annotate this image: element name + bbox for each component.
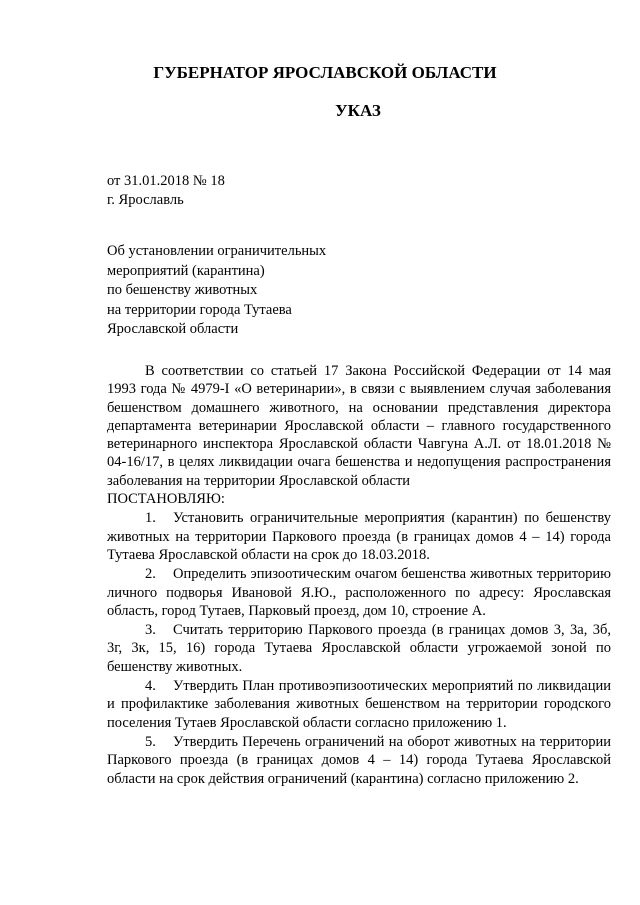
document-body — [107, 362, 611, 788]
decree-item — [107, 564, 611, 620]
item-text: Утвердить Перечень ограничений на оборот животных на территории Паркового проезда (в границах домов 4 – 14) города Тутаева Ярославской области на срок действия ограничений (карантина) согласно приложению 2. — [107, 733, 611, 787]
decree-item — [107, 676, 611, 732]
item-number: 1. — [145, 510, 156, 527]
document-type-heading: УКАЗ — [335, 101, 381, 120]
decree-item — [107, 620, 611, 676]
document-meta — [107, 172, 225, 210]
resolve-heading: ПОСТАНОВЛЯЮ: — [107, 491, 225, 508]
decree-item — [107, 732, 611, 788]
item-text: Определить эпизоотическим очагом бешенства животных территорию личного подворья Ивановой Я.Ю., расположенного по адресу: Ярославская область, город Тутаев, Парковый проезд, дом 10, строение А. — [107, 566, 611, 619]
document-place: г. Ярославль — [107, 192, 184, 208]
decree-item — [107, 508, 611, 564]
item-number: 3. — [145, 622, 156, 639]
subject-line: на территории города Тутаева — [107, 301, 292, 318]
document-date-number: от 31.01.2018 № 18 — [107, 173, 225, 189]
preamble-paragraph: В соответствии со статьей 17 Закона Российской Федерации от 14 мая 1993 года № 4979-I «О ветеринарии», в связи с выявлением случая заболевания бешенством домашнего животного, на основании представления директора департамента ветеринарии Ярославской области – главного государственного ветеринарного инспектора Ярославской области Чавгуна А.Л. от 18.01.2018 № 04-16/17, в целях ликвидации очага бешенства и недопущения распространения заболевания на территории Ярославской области — [107, 363, 611, 489]
subject-line: мероприятий (карантина) — [107, 262, 265, 279]
item-text: Считать территорию Паркового проезда (в границах домов 3, 3а, 3б, 3г, 3к, 15, 16) города Тутаева Ярославской области угрожаемой зоной по бешенству животных. — [107, 622, 611, 675]
subject-line: Об установлении ограничительных — [107, 243, 327, 259]
subject-line: по бешенству животных — [107, 282, 258, 298]
item-number: 2. — [145, 566, 156, 583]
item-text: Утвердить План противоэпизоотических мероприятий по ликвидации и профилактике заболевания животных бешенством на территории городского поселения Тутаев Ярославской области согласно приложению 1. — [107, 678, 611, 731]
document-header-title: ГУБЕРНАТОР ЯРОСЛАВСКОЙ ОБЛАСТИ — [153, 63, 497, 82]
subject-line: Ярославской области — [107, 321, 239, 337]
item-text: Установить ограничительные мероприятия (карантин) по бешенству животных на территории Паркового проезда (в границах домов 4 – 14) города Тутаева Ярославской области на срок до 18.03.2018. — [107, 510, 611, 563]
document-subject — [107, 242, 326, 340]
item-number: 5. — [145, 733, 156, 750]
item-number: 4. — [145, 678, 156, 695]
